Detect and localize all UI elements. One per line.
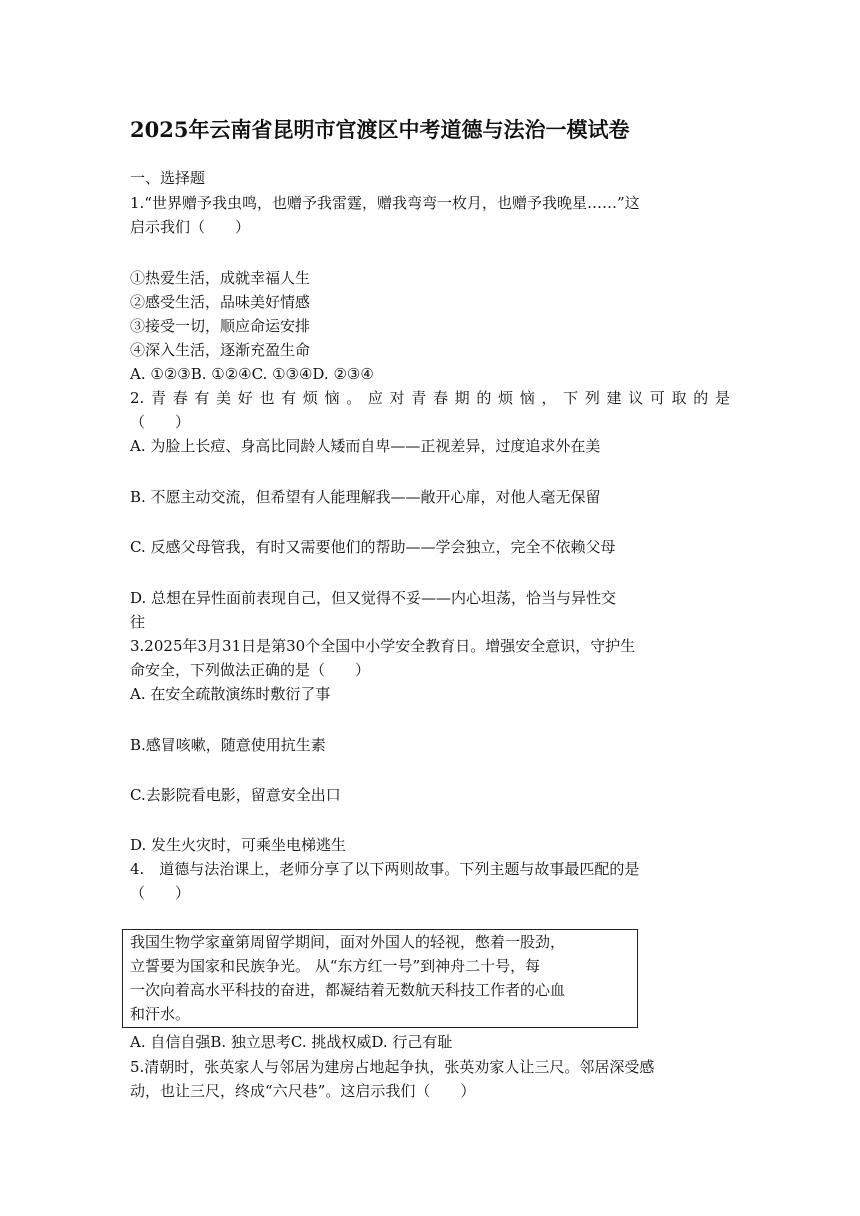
q4-stem-line2: （ ） [130, 884, 191, 902]
q1-stem-line1: 1.“世界赠予我虫鸣，也赠予我雷霆，赠我弯弯一枚月，也赠予我晚星……”这 [130, 194, 640, 212]
q3-option-b: B.感冒咳嗽，随意使用抗生素 [130, 736, 326, 754]
q4-stem-line1: 4. 道德与法治课上，老师分享了以下两则故事。下列主题与故事最匹配的是 [130, 860, 640, 878]
q4-story-line1: 我国生物学家童第周留学期间，面对外国人的轻视，憋着一股劲， [130, 933, 566, 951]
q4-story-line3: 一次向着高水平科技的奋进，都凝结着无数航天科技工作者的心血 [130, 981, 566, 999]
q4-options: A. 自信自强B. 独立思考C. 挑战权威D. 行己有耻 [130, 1033, 453, 1051]
q3-option-c: C.去影院看电影，留意安全出口 [130, 786, 341, 804]
q1-stem-line2: 启示我们（ ） [130, 218, 251, 236]
q3-option-d: D. 发生火灾时，可乘坐电梯逃生 [130, 836, 347, 854]
q4-story-box [122, 929, 638, 1028]
q1-options: A. ①②③B. ①②④C. ①③④D. ②③④ [130, 365, 374, 383]
q1-statement-2: ②感受生活，品味美好情感 [130, 293, 311, 311]
q5-stem-line1: 5.清朝时，张英家人与邻居为建房占地起争执，张英劝家人让三尺。邻居深受感 [130, 1058, 655, 1076]
q3-stem-line1: 3.2025年3月31日是第30个全国中小学安全教育日。增强安全意识，守护生 [130, 637, 636, 655]
q1-statement-4: ④深入生活，逐渐充盈生命 [130, 341, 311, 359]
q2-stem-line1: 2.青春有美好也有烦恼。应对青春期的烦恼，下列建议可取的是 [130, 389, 730, 407]
q3-option-a: A. 在安全疏散演练时敷衍了事 [130, 685, 331, 703]
q2-stem-line2: （ ） [130, 413, 191, 431]
q4-story-line2: 立誓要为国家和民族争光。 从“东方红一号”到神舟二十号，每 [130, 957, 541, 975]
page-title: 2025年云南省昆明市官渡区中考道德与法治一模试卷 [130, 117, 630, 142]
q2-option-d-line1: D. 总想在异性面前表现自己，但又觉得不妥——内心坦荡，恰当与异性交 [130, 589, 617, 607]
q2-option-d-line2: 往 [130, 613, 146, 631]
q3-stem-line2: 命安全，下列做法正确的是（ ） [130, 661, 371, 679]
section-heading: 一、选择题 [130, 169, 206, 187]
q1-statement-3: ③接受一切，顺应命运安排 [130, 317, 311, 335]
q1-statement-1: ①热爱生活，成就幸福人生 [130, 269, 311, 287]
q2-option-a: A. 为脸上长痘、身高比同龄人矮而自卑——正视差异，过度追求外在美 [130, 437, 601, 455]
q2-option-c: C. 反感父母管我，有时又需要他们的帮助——学会独立，完全不依赖父母 [130, 538, 616, 556]
q4-story-line4: 和汗水。 [130, 1005, 191, 1023]
q5-stem-line2: 动，也让三尺，终成“六尺巷”。这启示我们（ ） [130, 1082, 476, 1100]
q2-option-b: B. 不愿主动交流，但希望有人能理解我——敞开心扉，对他人毫无保留 [130, 488, 601, 506]
